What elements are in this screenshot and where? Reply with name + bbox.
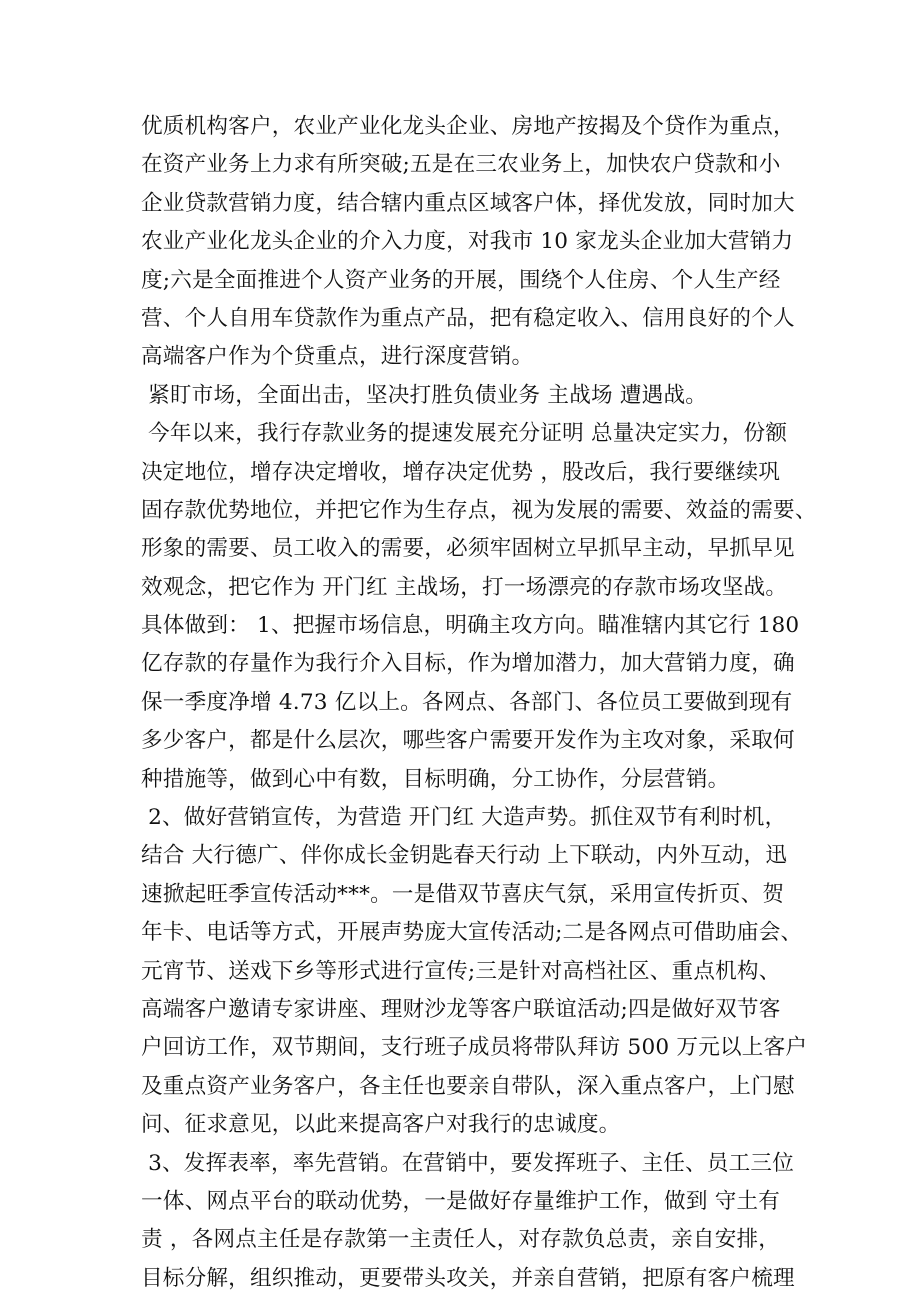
text-line: 亿存款的存量作为我行介入目标，作为增加潜力，加大营销力度，确 (141, 651, 795, 677)
text-line: 种措施等，做到心中有数，目标明确，分工协作，分层营销。 (141, 766, 730, 792)
text-line: 紧盯市场，全面出击，坚决打胜负债业务 主战场 遭遇战。 (141, 382, 708, 408)
text-line: 决定地位，增存决定增收，增存决定优势 ，股改后，我行要继续巩 (141, 459, 781, 485)
text-line: 固存款优势地位，并把它作为生存点，视为发展的需要、效益的需要、 (141, 497, 817, 523)
text-line: 今年以来，我行存款业务的提速发展充分证明 总量决定实力，份额 (141, 421, 788, 447)
text-line: 优质机构客户，农业产业化龙头企业、房地产按揭及个贷作为重点， (141, 114, 795, 139)
text-line: 具体做到： 1、把握市场信息，明确主攻方向。瞄准辖内其它行 180 (141, 613, 800, 639)
text-line: 问、征求意见，以此来提高客户对我行的忠诚度。 (141, 1112, 621, 1138)
text-line: 及重点资产业务客户，各主任也要亲自带队，深入重点客户，上门慰 (141, 1073, 795, 1099)
text-line: 责 ，各网点主任是存款第一主责任人，对存款负总责，亲自安排， (141, 1227, 781, 1253)
text-line: 效观念，把它作为 开门红 主战场，打一场漂亮的存款市场攻坚战。 (141, 574, 788, 600)
text-line: 高端客户作为个贷重点，进行深度营销。 (141, 344, 534, 370)
text-line: 户回访工作，双节期间，支行班子成员将带队拜访 500 万元以上客户 (141, 1035, 808, 1061)
text-line: 年卡、电话等方式，开展声势庞大宣传活动;二是各网点可借助庙会、 (141, 920, 803, 946)
text-line: 企业贷款营销力度，结合辖内重点区域客户体，择优发放，同时加大 (141, 190, 795, 216)
text-line: 在资产业务上力求有所突破;五是在三农业务上，加快农户贷款和小 (141, 152, 781, 178)
text-line: 多少客户，都是什么层次，哪些客户需要开发作为主攻对象，采取何 (141, 728, 795, 754)
text-line: 2、做好营销宣传，为营造 开门红 大造声势。抓住双节有利时机， (141, 805, 787, 831)
text-line: 形象的需要、员工收入的需要，必须牢固树立早抓早主动，早抓早见 (141, 536, 795, 562)
text-line: 结合 大行德广、伴你成长金钥匙春天行动 上下联动，内外互动，迅 (141, 843, 788, 869)
text-line: 营、个人自用车贷款作为重点产品，把有稳定收入、信用良好的个人 (141, 305, 795, 331)
document-body (141, 108, 817, 1298)
text-line: 度;六是全面推进个人资产业务的开展，围绕个人住房、个人生产经 (141, 267, 781, 293)
text-line: 元宵节、送戏下乡等形式进行宣传;三是针对高档社区、重点机构、 (141, 958, 781, 984)
text-line: 高端客户邀请专家讲座、理财沙龙等客户联谊活动;四是做好双节客 (141, 996, 781, 1022)
text-line: 速掀起旺季宣传活动***。一是借双节喜庆气氛，采用宣传折页、贺 (141, 881, 785, 907)
text-line: 3、发挥表率，率先营销。在营销中，要发挥班子、主任、员工三位 (141, 1150, 795, 1176)
text-line: 目标分解，组织推动，更要带头攻关，并亲自营销，把原有客户梳理 (141, 1265, 795, 1291)
text-line: 农业产业化龙头企业的介入力度，对我市 10 家龙头企业加大营销力 (141, 229, 794, 255)
text-line: 保一季度净增 4.73 亿以上。各网点、各部门、各位员工要做到现有 (141, 689, 793, 715)
text-line: 一体、网点平台的联动优势，一是做好存量维护工作，做到 守土有 (141, 1188, 781, 1214)
